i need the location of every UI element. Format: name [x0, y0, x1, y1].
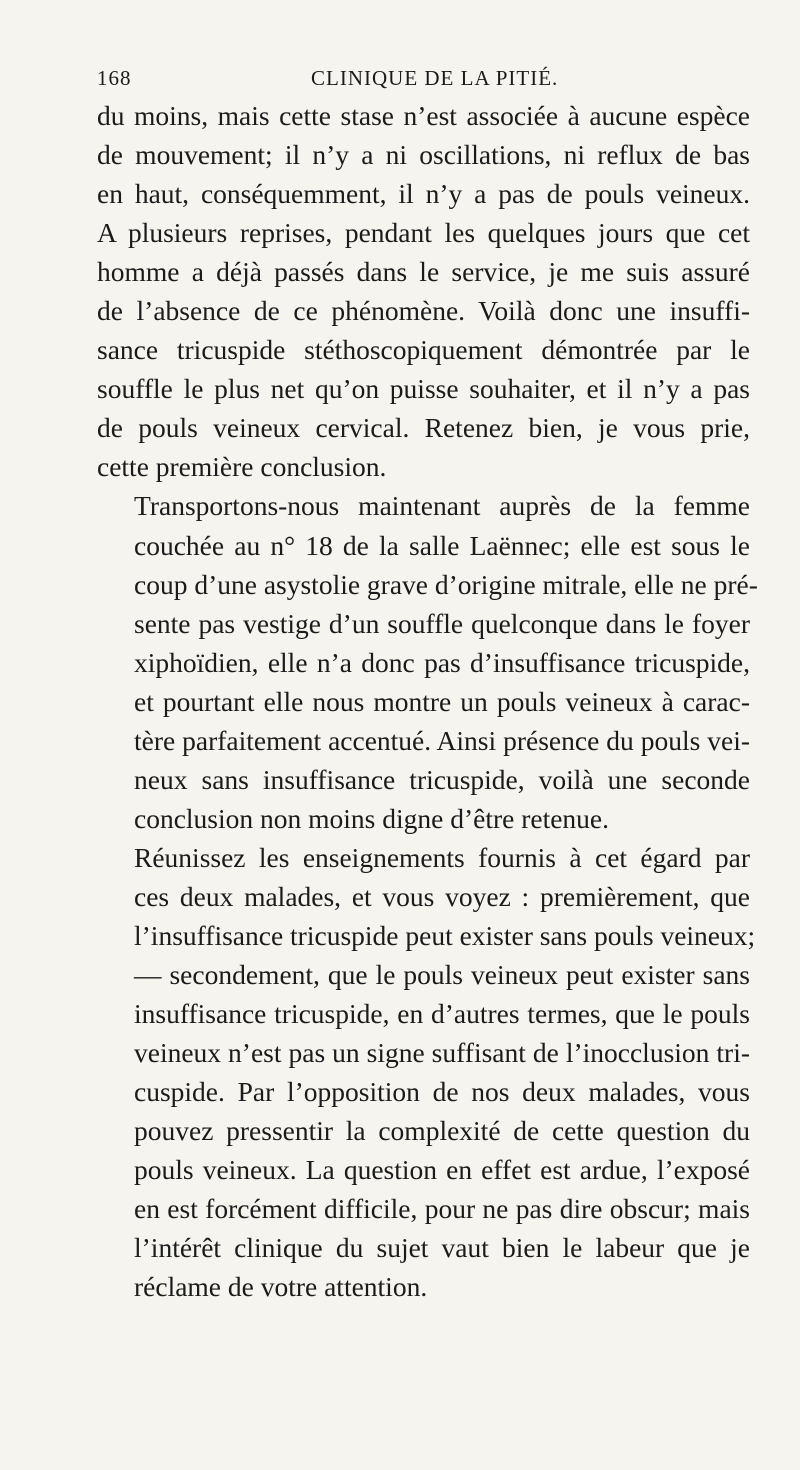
text-line: réclame de votre attention. [134, 1271, 428, 1303]
text-line: sance tricuspide stéthoscopiquement démontrée par le [97, 334, 750, 366]
text-line: Réunissez les enseignements fournis à cet égard par [134, 841, 750, 873]
paragraph [97, 486, 758, 837]
text-line: de l’absence de ce phénomène. Voilà donc une insuffi- [97, 295, 750, 327]
body-text [97, 96, 758, 1306]
text-line: — secondement, que le pouls veineux peut exister sans [134, 959, 750, 991]
page-number: 168 [97, 66, 132, 90]
running-head [97, 66, 750, 90]
paragraph [97, 96, 750, 486]
text-line: de mouvement; il n’y a ni oscillations, ni reflux de bas [97, 139, 750, 171]
running-title: CLINIQUE DE LA PITIÉ. [311, 66, 559, 90]
text-line: souffle le plus net qu’on puisse souhaiter, et il n’y a pas [97, 373, 750, 405]
text-line: veineux n’est pas un signe suffisant de l’inocclusion tri- [134, 1037, 750, 1069]
text-line: insuffisance tricuspide, en d’autres termes, que le pouls [134, 998, 750, 1030]
text-line: conclusion non moins digne d’être retenue. [134, 802, 610, 834]
text-line: et pourtant elle nous montre un pouls veineux à carac- [134, 685, 750, 717]
text-line: en haut, conséquemment, il n’y a pas de pouls veineux. [97, 178, 750, 210]
text-line: xiphoïdien, elle n’a donc pas d’insuffisance tricuspide, [134, 646, 750, 678]
text-line: tère parfaitement accentué. Ainsi présence du pouls vei- [134, 724, 750, 756]
text-line: sente pas vestige d’un souffle quelconque dans le foyer [134, 607, 750, 639]
text-line: coup d’une asystolie grave d’origine mitrale, elle ne pré- [134, 568, 758, 600]
text-line: l’intérêt clinique du sujet vaut bien le labeur que je [134, 1232, 750, 1264]
text-line: pouvez pressentir la complexité de cette question du [134, 1115, 750, 1147]
text-line: en est forcément difficile, pour ne pas dire obscur; mais [134, 1193, 750, 1225]
text-line: pouls veineux. La question en effet est ardue, l’exposé [134, 1154, 750, 1186]
text-line: A plusieurs reprises, pendant les quelques jours que cet [97, 217, 750, 249]
text-line: cette première conclusion. [97, 451, 387, 483]
text-line: du moins, mais cette stase n’est associée à aucune espèce [97, 100, 750, 131]
text-line: ces deux malades, et vous voyez : premièrement, que [134, 880, 750, 912]
text-line: couchée au n° 18 de la salle Laënnec; elle est sous le [134, 529, 750, 561]
text-line: de pouls veineux cervical. Retenez bien, je vous prie, [97, 412, 750, 444]
text-line: cuspide. Par l’opposition de nos deux malades, vous [134, 1076, 750, 1108]
text-line: Transportons-nous maintenant auprès de la femme [134, 490, 750, 522]
paragraph [97, 838, 756, 1307]
text-line: neux sans insuffisance tricuspide, voilà une seconde [134, 763, 750, 795]
text-line: l’insuffisance tricuspide peut exister sans pouls veineux; [134, 919, 756, 951]
text-line: homme a déjà passés dans le service, je me suis assuré [97, 256, 750, 288]
